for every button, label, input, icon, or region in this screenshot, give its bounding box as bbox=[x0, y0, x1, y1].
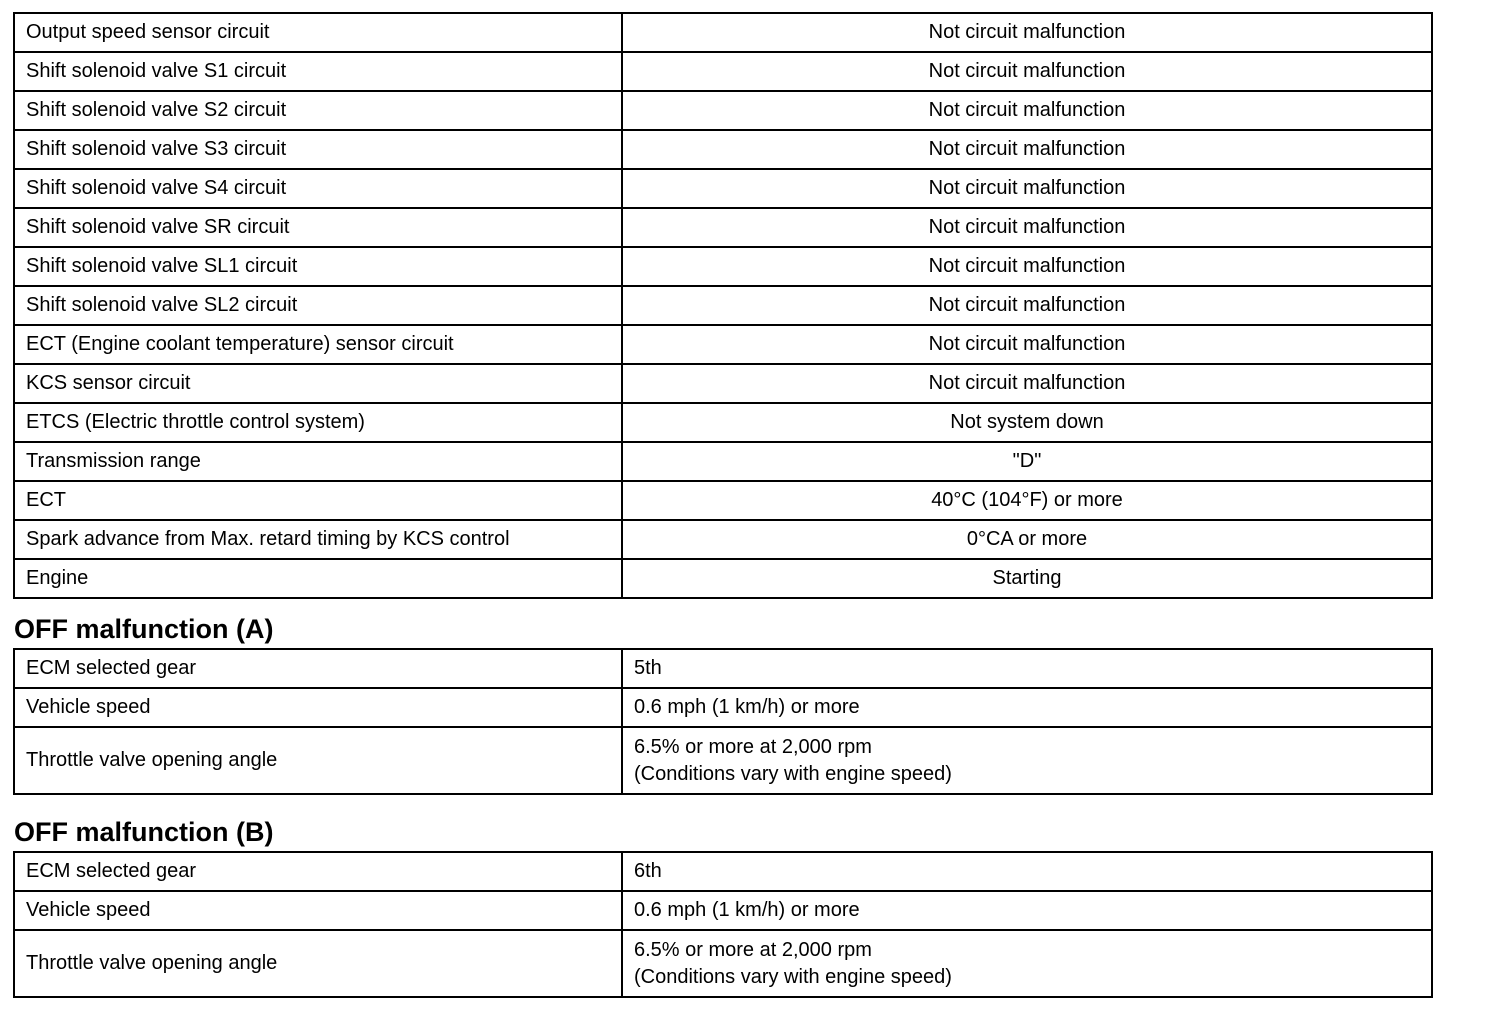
condition-item: Shift solenoid valve S4 circuit bbox=[14, 169, 622, 208]
condition-item: ECM selected gear bbox=[14, 852, 622, 891]
condition-value bbox=[622, 727, 1432, 794]
condition-value: Not circuit malfunction bbox=[622, 364, 1432, 403]
condition-item: ECT (Engine coolant temperature) sensor circuit bbox=[14, 325, 622, 364]
condition-value: Not circuit malfunction bbox=[622, 169, 1432, 208]
table-row bbox=[14, 649, 1432, 688]
condition-value: 0.6 mph (1 km/h) or more bbox=[622, 891, 1432, 930]
condition-item: Engine bbox=[14, 559, 622, 598]
table-row bbox=[14, 891, 1432, 930]
condition-item: Throttle valve opening angle bbox=[14, 727, 622, 794]
condition-value: Not circuit malfunction bbox=[622, 91, 1432, 130]
table-row bbox=[14, 688, 1432, 727]
condition-item: KCS sensor circuit bbox=[14, 364, 622, 403]
table-row bbox=[14, 930, 1432, 997]
off-malfunction-b-table bbox=[13, 851, 1433, 998]
condition-value-line: (Conditions vary with engine speed) bbox=[634, 965, 952, 988]
table-row bbox=[14, 364, 1432, 403]
condition-item: Shift solenoid valve S3 circuit bbox=[14, 130, 622, 169]
condition-item: Shift solenoid valve SL2 circuit bbox=[14, 286, 622, 325]
table-row bbox=[14, 13, 1432, 52]
condition-item: Shift solenoid valve SR circuit bbox=[14, 208, 622, 247]
condition-value-line: 6.5% or more at 2,000 rpm bbox=[634, 735, 872, 758]
table-row bbox=[14, 325, 1432, 364]
condition-value: Not circuit malfunction bbox=[622, 13, 1432, 52]
condition-value: Not system down bbox=[622, 403, 1432, 442]
condition-item: Shift solenoid valve SL1 circuit bbox=[14, 247, 622, 286]
condition-value: "D" bbox=[622, 442, 1432, 481]
off-malfunction-a-table bbox=[13, 648, 1433, 795]
condition-value: Not circuit malfunction bbox=[622, 247, 1432, 286]
table-row bbox=[14, 247, 1432, 286]
condition-item: Transmission range bbox=[14, 442, 622, 481]
condition-item: Shift solenoid valve S1 circuit bbox=[14, 52, 622, 91]
condition-item: Spark advance from Max. retard timing by KCS control bbox=[14, 520, 622, 559]
condition-value-line: 6.5% or more at 2,000 rpm bbox=[634, 938, 872, 961]
condition-value: 6th bbox=[622, 852, 1432, 891]
condition-value: Starting bbox=[622, 559, 1432, 598]
table-row bbox=[14, 520, 1432, 559]
condition-item: Vehicle speed bbox=[14, 688, 622, 727]
table-row bbox=[14, 208, 1432, 247]
condition-value: 5th bbox=[622, 649, 1432, 688]
condition-value: 0.6 mph (1 km/h) or more bbox=[622, 688, 1432, 727]
condition-value: Not circuit malfunction bbox=[622, 286, 1432, 325]
condition-value-line: (Conditions vary with engine speed) bbox=[634, 762, 952, 785]
table-row bbox=[14, 169, 1432, 208]
table-row bbox=[14, 727, 1432, 794]
condition-item: ETCS (Electric throttle control system) bbox=[14, 403, 622, 442]
table-row bbox=[14, 481, 1432, 520]
section-heading-off-malfunction-b: OFF malfunction (B) bbox=[14, 817, 274, 847]
condition-item: Output speed sensor circuit bbox=[14, 13, 622, 52]
table-row bbox=[14, 852, 1432, 891]
condition-item: Shift solenoid valve S2 circuit bbox=[14, 91, 622, 130]
condition-value: Not circuit malfunction bbox=[622, 208, 1432, 247]
condition-value: Not circuit malfunction bbox=[622, 52, 1432, 91]
table-row bbox=[14, 403, 1432, 442]
condition-value: Not circuit malfunction bbox=[622, 130, 1432, 169]
table-row bbox=[14, 286, 1432, 325]
condition-value: 0°CA or more bbox=[622, 520, 1432, 559]
table-row bbox=[14, 91, 1432, 130]
condition-value: Not circuit malfunction bbox=[622, 325, 1432, 364]
conditions-table bbox=[13, 12, 1433, 599]
condition-item: Vehicle speed bbox=[14, 891, 622, 930]
condition-item: Throttle valve opening angle bbox=[14, 930, 622, 997]
condition-item: ECT bbox=[14, 481, 622, 520]
section-heading-off-malfunction-a: OFF malfunction (A) bbox=[14, 614, 274, 644]
table-row bbox=[14, 52, 1432, 91]
condition-value bbox=[622, 930, 1432, 997]
table-row bbox=[14, 559, 1432, 598]
table-row bbox=[14, 130, 1432, 169]
condition-value: 40°C (104°F) or more bbox=[622, 481, 1432, 520]
condition-item: ECM selected gear bbox=[14, 649, 622, 688]
table-row bbox=[14, 442, 1432, 481]
